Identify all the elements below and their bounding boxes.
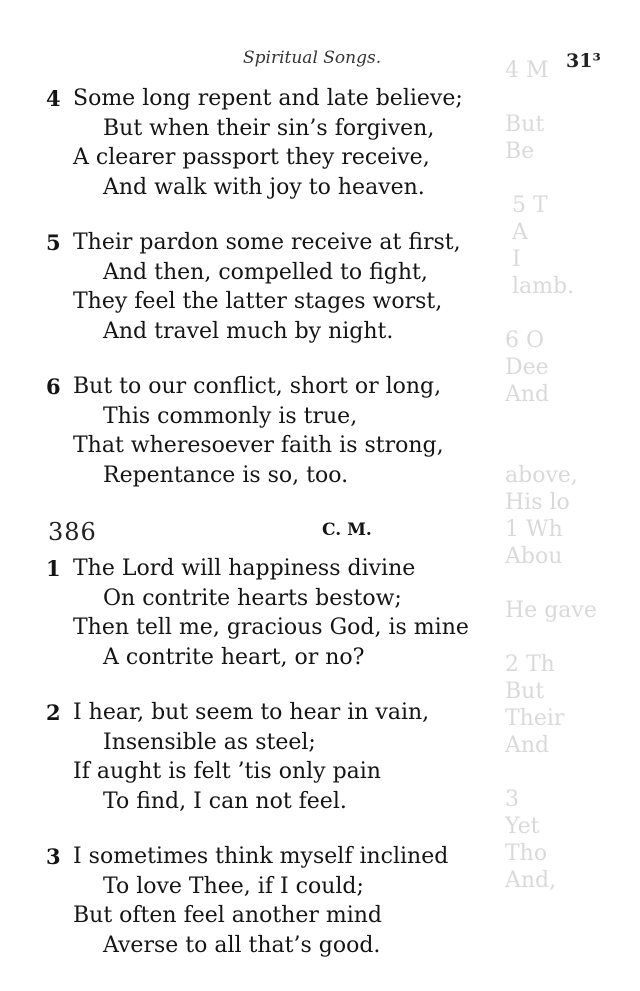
bleed-through-text: 4 M But Be 5 T A I lamb. 6 O Dee And above, His lo 1 Wh Abou He gave 2 Th But Their And 3 Yet Tho And, <box>505 58 597 893</box>
hymn-verse-3 <box>0 842 640 960</box>
verse-line: To love Thee, if I could; <box>103 873 364 899</box>
verse-line: And travel much by night. <box>103 318 394 344</box>
page-number: 31³ <box>566 50 601 72</box>
verse-number: 4 <box>46 86 61 111</box>
hymn-heading <box>0 516 640 552</box>
verse-line: They feel the latter stages worst, <box>73 289 443 314</box>
verse-number: 6 <box>46 374 61 399</box>
verse-line: 3 I sometimes think myself inclined <box>0 842 640 872</box>
verse-line: 6 But to our conflict, short or long, <box>0 372 640 402</box>
hymn-number: 386 <box>48 518 97 546</box>
page-header <box>0 48 640 74</box>
verse-line: On contrite hearts bestow; <box>103 585 402 611</box>
verse-line: But often feel another mind <box>73 903 383 928</box>
page-body <box>0 84 640 986</box>
hymn-verse-2 <box>0 698 640 816</box>
verse-number: 2 <box>46 700 61 725</box>
hymn-meter: C. M. <box>322 520 372 540</box>
verse-4 <box>0 84 640 202</box>
verse-line: And then, compelled to fight, <box>103 259 428 285</box>
verse-line: 5 Their pardon some receive at first, <box>0 228 640 258</box>
verse-number: 1 <box>46 556 61 581</box>
verse-line: A clearer passport they receive, <box>73 145 430 170</box>
verse-line: 2 I hear, but seem to hear in vain, <box>0 698 640 728</box>
hymn-verse-1 <box>0 554 640 672</box>
verse-line: 1 The Lord will happiness divine <box>0 554 640 584</box>
verse-line: A contrite heart, or no? <box>103 644 365 670</box>
verse-line: If aught is felt ’tis only pain <box>73 759 381 784</box>
verse-number: 5 <box>46 230 61 255</box>
verse-line: Repentance is so, too. <box>103 462 349 488</box>
verse-5 <box>0 228 640 346</box>
verse-line: 4 Some long repent and late believe; <box>0 84 640 114</box>
verse-line: That wheresoever faith is strong, <box>73 433 444 458</box>
verse-line: To find, I can not feel. <box>103 788 347 814</box>
verse-line: And walk with joy to heaven. <box>103 174 425 200</box>
verse-line: But when their sin’s forgiven, <box>103 115 435 141</box>
verse-number: 3 <box>46 844 61 869</box>
verse-6 <box>0 372 640 490</box>
verse-line: Then tell me, gracious God, is mine <box>73 615 469 640</box>
verse-line: This commonly is true, <box>103 403 358 429</box>
running-title: Spiritual Songs. <box>243 48 382 68</box>
verse-line: Averse to all that’s good. <box>103 932 381 958</box>
verse-line: Insensible as steel; <box>103 729 316 755</box>
